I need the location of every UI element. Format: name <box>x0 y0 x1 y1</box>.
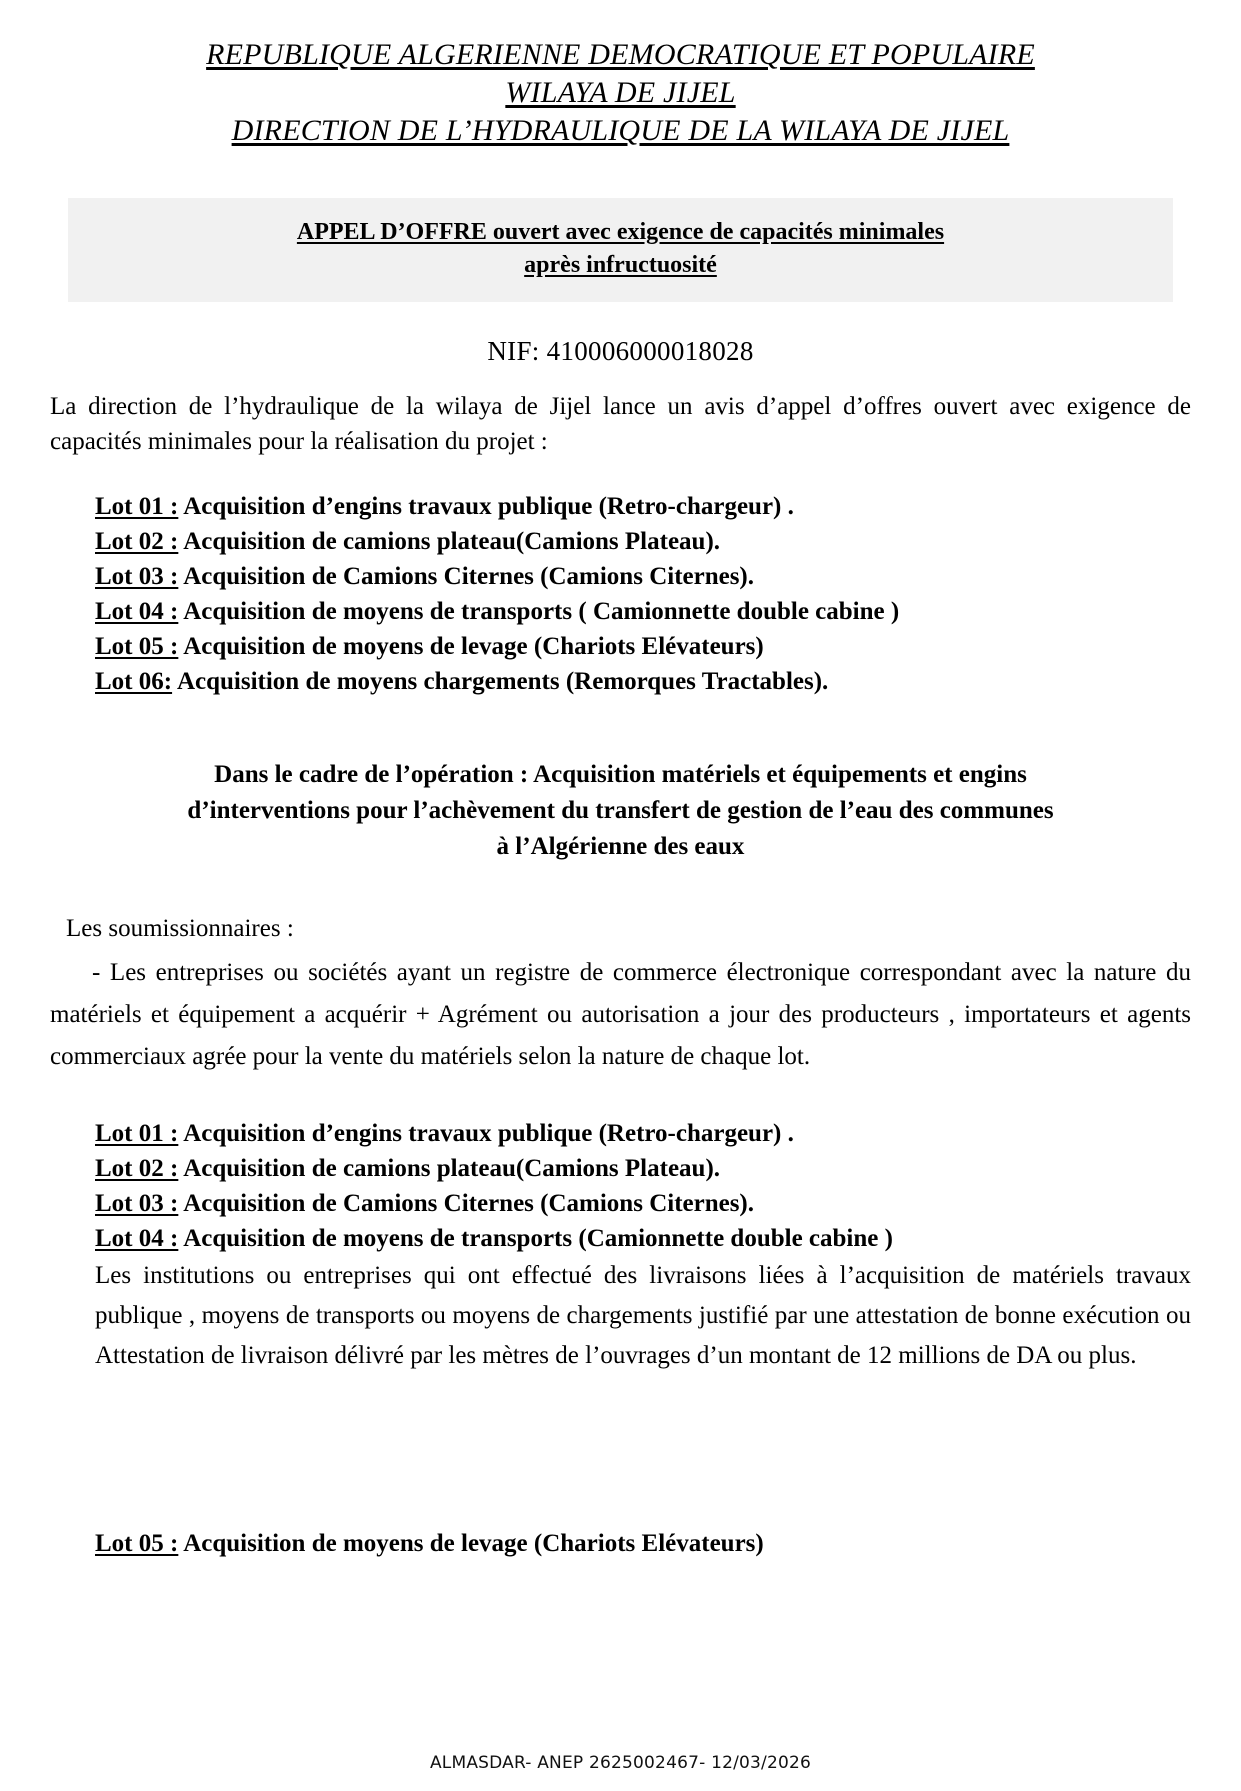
nif-line: NIF: 410006000018028 <box>487 336 754 366</box>
operation-line-2: d’interventions pour l’achèvement du transfert de gestion de l’eau des communes <box>187 797 1054 824</box>
lot-item <box>95 559 1241 594</box>
document-page <box>0 36 1241 1791</box>
tender-banner <box>68 198 1173 302</box>
lot-text: Acquisition d’engins travaux publique (Retro-chargeur) . <box>178 493 794 520</box>
header-line-wilaya <box>0 74 1241 112</box>
lot-label: Lot 06: <box>95 668 173 695</box>
lot-item <box>95 524 1241 559</box>
lot-text: Acquisition de moyens de transports ( Camionnette double cabine ) <box>178 598 900 625</box>
lot-label: Lot 04 : <box>95 598 179 625</box>
lot-list-second <box>0 1116 1241 1256</box>
lot-list-second-note: Les institutions ou entreprises qui ont effectué des livraisons liées à l’acquisition de matériels travaux publique , moyens de transports ou moyens de chargements justifié par une attestation de bonne exécution ou Attestation de livraison délivré par les mètres de l’ouvrages d’un montant de 12 millions de DA ou plus. <box>95 1262 1191 1369</box>
lot-label: Lot 03 : <box>95 563 179 590</box>
lot-text: Acquisition de moyens de levage (Chariots Elévateurs) <box>178 633 764 660</box>
lot-item <box>95 1151 1241 1186</box>
lot-list-third <box>0 1526 1241 1561</box>
lot-label: Lot 02 : <box>95 1155 179 1182</box>
lot-label: Lot 01 : <box>95 493 179 520</box>
soumissionnaires-body <box>50 952 1191 1078</box>
lot-label: Lot 05 : <box>95 633 179 660</box>
lot-label: Lot 05 : <box>95 1530 179 1557</box>
banner-line-2 <box>78 249 1163 282</box>
lot-item <box>95 1186 1241 1221</box>
lot-item <box>95 594 1241 629</box>
header-line-direction <box>0 112 1241 150</box>
lot-label: Lot 04 : <box>95 1225 179 1252</box>
lot-item <box>95 664 1241 699</box>
banner-line-1 <box>78 216 1163 249</box>
lot-text: Acquisition de Camions Citernes (Camions Citernes). <box>178 563 755 590</box>
soumissionnaires-heading: Les soumissionnaires : <box>66 915 294 942</box>
lot-text: Acquisition de moyens de levage (Chariots Elévateurs) <box>178 1530 764 1557</box>
lot-text: Acquisition d’engins travaux publique (Retro-chargeur) . <box>178 1120 794 1147</box>
document-header <box>0 36 1241 150</box>
operation-line-3: à l’Algérienne des eaux <box>496 833 745 860</box>
header-line-direction-text: DIRECTION DE L’HYDRAULIQUE DE LA WILAYA DE JIJEL <box>231 114 1010 147</box>
lot-label: Lot 03 : <box>95 1190 179 1217</box>
soumissionnaires-body-text: - Les entreprises ou sociétés ayant un registre de commerce électronique correspondant avec la nature du matériels et équipement a acquérir + Agrément ou autorisation a jour des producteurs , importateurs et agents commerciaux agrée pour la vente du matériels selon la nature de chaque lot. <box>50 959 1191 1070</box>
operation-block <box>105 757 1136 865</box>
banner-line-1-text: APPEL D’OFFRE ouvert avec exigence de capacités minimales <box>296 219 945 245</box>
lot-list-first <box>0 489 1241 699</box>
operation-line-1: Dans le cadre de l’opération : Acquisition matériels et équipements et engins <box>214 761 1027 788</box>
lot-item <box>95 629 1241 664</box>
lot-text: Acquisition de camions plateau(Camions Plateau). <box>178 528 721 555</box>
lot-item <box>95 1221 1241 1256</box>
lot-item <box>95 1526 1241 1561</box>
lot-text: Acquisition de Camions Citernes (Camions Citernes). <box>178 1190 755 1217</box>
document-footer: ALMASDAR- ANEP 2625002467- 12/03/2026 <box>429 1753 812 1773</box>
lot-label: Lot 02 : <box>95 528 179 555</box>
lot-text: Acquisition de moyens de transports (Camionnette double cabine ) <box>178 1225 893 1252</box>
banner-line-2-text: après infructuosité <box>524 252 717 278</box>
header-line-wilaya-text: WILAYA DE JIJEL <box>505 76 736 109</box>
lot-item <box>95 1116 1241 1151</box>
header-line-republic <box>0 36 1241 74</box>
header-line-republic-text: REPUBLIQUE ALGERIENNE DEMOCRATIQUE ET POPULAIRE <box>206 38 1035 71</box>
lot-label: Lot 01 : <box>95 1120 179 1147</box>
lot-item <box>95 489 1241 524</box>
lot-text: Acquisition de camions plateau(Camions Plateau). <box>178 1155 721 1182</box>
intro-paragraph: La direction de l’hydraulique de la wilaya de Jijel lance un avis d’appel d’offres ouvert avec exigence de capacités minimales pour la réalisation du projet : <box>50 393 1191 455</box>
lot-text: Acquisition de moyens chargements (Remorques Tractables). <box>172 668 829 695</box>
